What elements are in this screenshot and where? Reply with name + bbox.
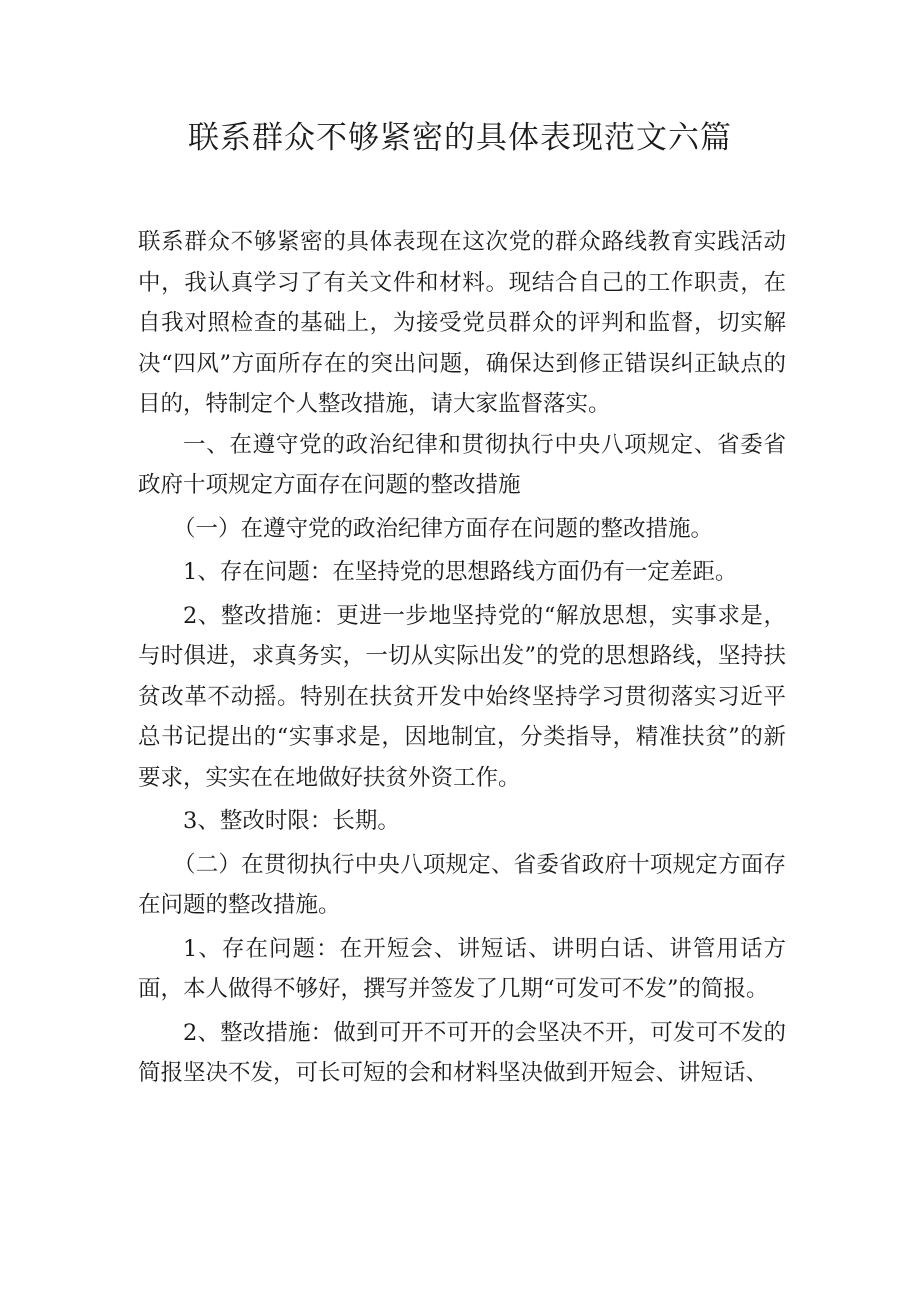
subsection-heading-2: （二）在贯彻执行中央八项规定、省委省政府十项规定方面存在问题的整改措施。 (138, 851, 786, 918)
document-title: 联系群众不够紧密的具体表现范文六篇 (188, 120, 732, 156)
list-item-deadline: 3、整改时限：长期。 (183, 808, 400, 834)
list-item-problem: 1、存在问题：在坚持党的思想路线方面仍有一定差距。 (183, 559, 738, 585)
section-heading-1: 一、在遵守党的政治纪律和贯彻执行中央八项规定、省委省政府十项规定方面存在问题的整改措施 (138, 431, 786, 498)
list-item-measures: 2、整改措施：更进一步地坚持党的“解放思想，实事求是，与时俱进，求真务实，一切从实际出发”的党的思想路线，坚持扶贫改革不动摇。特别在扶贫开发中始终坚持学习贯彻落实习近平总书记提出的“实事求是，因地制宜，分类指导，精准扶贫”的新要求，实实在在地做好扶贫外资工作。 (138, 602, 786, 791)
subsection-heading-1: （一）在遵守党的政治纪律方面存在问题的整改措施。 (173, 515, 714, 542)
list-item-problem-2: 1、存在问题：在开短会、讲短话、讲明白话、讲管用话方面，本人做得不够好，撰写并签发了几期“可发可不发”的简报。 (138, 935, 786, 1002)
document-body (138, 222, 786, 1094)
list-item-measures-2: 2、整改措施：做到可开不可开的会坚决不开，可发可不发的简报坚决不发，可长可短的会和材料坚决做到开短会、讲短话、 (138, 1019, 786, 1086)
intro-paragraph: 联系群众不够紧密的具体表现在这次党的群众路线教育实践活动中，我认真学习了有关文件和材料。现结合自己的工作职责，在自我对照检查的基础上，为接受党员群众的评判和监督，切实解决“四风”方面所存在的突出问题，确保达到修正错误纠正缺点的目的，特制定个人整改措施，请大家监督落实。 (138, 229, 786, 417)
